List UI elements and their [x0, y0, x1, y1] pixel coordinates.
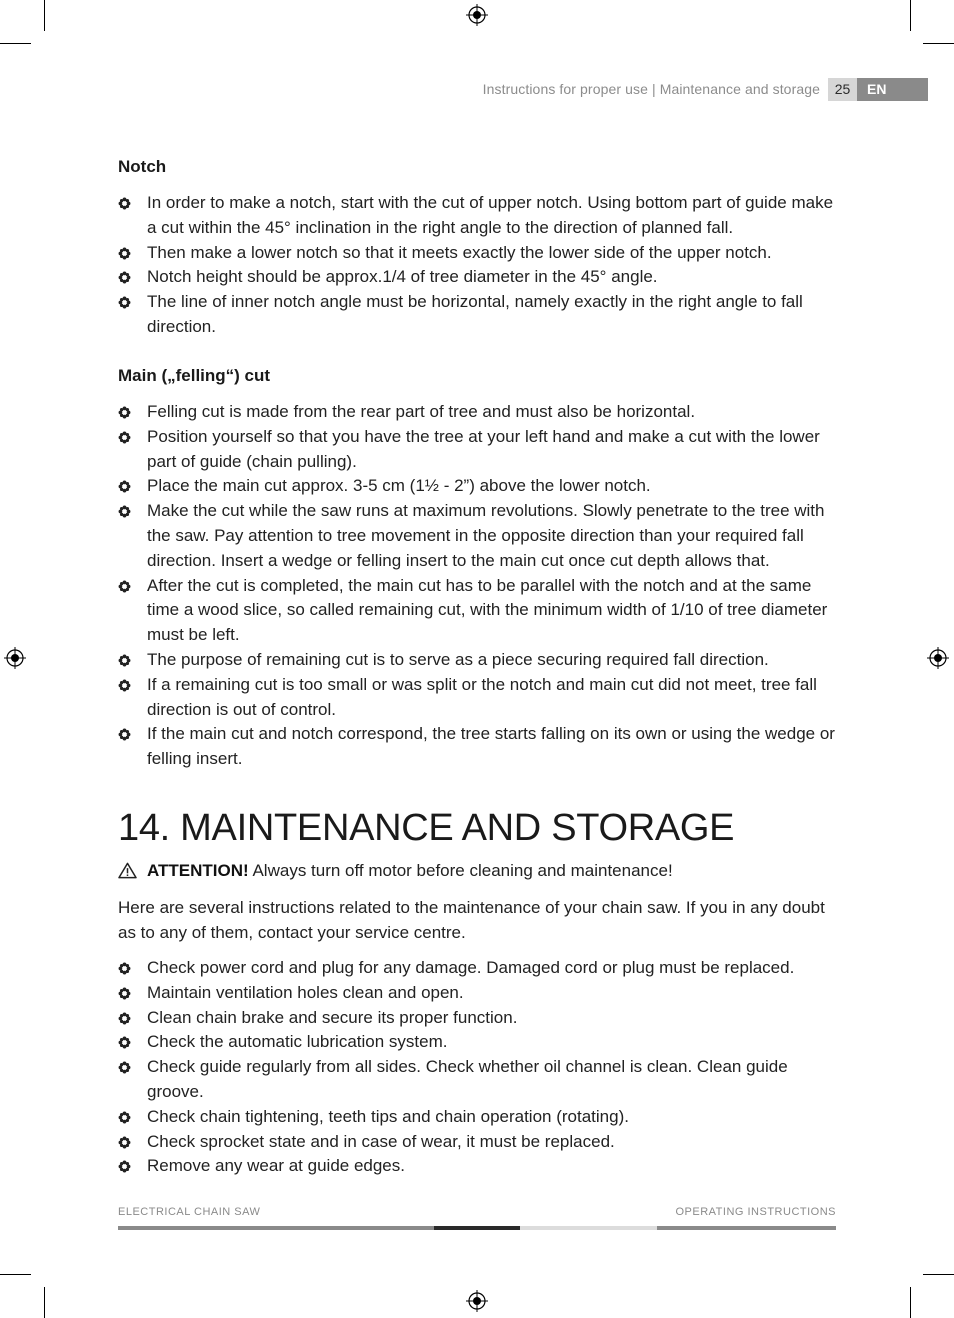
section-heading-main-cut: Main („felling“) cut — [118, 366, 271, 385]
footer-product-name: ELECTRICAL CHAIN SAW — [118, 1206, 261, 1218]
flower-bullet-icon — [118, 1136, 131, 1149]
crop-mark — [44, 0, 45, 31]
flower-bullet-icon — [118, 271, 131, 284]
language-tab: EN — [857, 78, 928, 101]
footer-rule — [657, 1226, 836, 1230]
list-item: The line of inner notch angle must be horizontal, namely exactly in the right angle to fall direction. — [118, 290, 840, 340]
flower-bullet-icon — [118, 197, 131, 210]
registration-mark-icon — [4, 647, 26, 669]
list-item: Place the main cut approx. 3-5 cm (1½ - 2”) above the lower notch. — [118, 474, 840, 499]
main-cut-section — [118, 364, 840, 772]
list-item: After the cut is completed, the main cut has to be parallel with the notch and at the same time a wood slice, so called remaining cut, with the minimum width of 1/10 of tree diameter must be left. — [118, 574, 840, 648]
footer-rule — [434, 1226, 520, 1230]
list-item: Make the cut while the saw runs at maximum revolutions. Slowly penetrate to the tree with the saw. Pay attention to tree movement in the opposite direction than your required fall direction. Insert a wedge or felling insert to the main cut once cut depth allows that. — [118, 499, 840, 573]
list-item: Check the automatic lubrication system. — [118, 1030, 840, 1055]
notch-section — [118, 155, 840, 340]
list-item: Check power cord and plug for any damage. Damaged cord or plug must be replaced. — [118, 956, 840, 981]
attention-label: ATTENTION! — [147, 861, 249, 880]
maintenance-list — [118, 956, 840, 1179]
flower-bullet-icon — [118, 962, 131, 975]
footer-document-type: OPERATING INSTRUCTIONS — [675, 1206, 836, 1218]
attention-notice — [118, 858, 840, 883]
flower-bullet-icon — [118, 654, 131, 667]
attention-text: Always turn off motor before cleaning and maintenance! — [252, 861, 673, 880]
page-title: 14. MAINTENANCE AND STORAGE — [118, 807, 735, 849]
list-item: Felling cut is made from the rear part of tree and must also be horizontal. — [118, 400, 840, 425]
footer-rule — [118, 1226, 434, 1230]
footer-rule — [520, 1226, 657, 1230]
list-item: If the main cut and notch correspond, the tree starts falling on its own or using the wedge or felling insert. — [118, 722, 840, 772]
list-item: In order to make a notch, start with the cut of upper notch. Using bottom part of guide make a cut within the 45° inclination in the right angle to the direction of planned fall. — [118, 191, 840, 241]
flower-bullet-icon — [118, 987, 131, 1000]
notch-list — [118, 191, 840, 340]
list-item: If a remaining cut is too small or was split or the notch and main cut did not meet, tree fall direction is out of control. — [118, 673, 840, 723]
list-item: Then make a lower notch so that it meets exactly the lower side of the upper notch. — [118, 241, 840, 266]
registration-mark-icon — [466, 1290, 488, 1312]
flower-bullet-icon — [118, 505, 131, 518]
list-item: Position yourself so that you have the tree at your left hand and make a cut with the lower part of guide (chain pulling). — [118, 425, 840, 475]
section-heading-notch: Notch — [118, 157, 167, 176]
running-header: Instructions for proper use | Maintenance and storage — [482, 81, 820, 97]
crop-mark — [923, 43, 954, 44]
flower-bullet-icon — [118, 480, 131, 493]
registration-mark-icon — [927, 647, 949, 669]
maintenance-section — [118, 806, 840, 1179]
warning-triangle-icon — [118, 862, 137, 879]
crop-mark — [0, 1274, 31, 1275]
flower-bullet-icon — [118, 1061, 131, 1074]
flower-bullet-icon — [118, 247, 131, 260]
flower-bullet-icon — [118, 1036, 131, 1049]
flower-bullet-icon — [118, 296, 131, 309]
list-item: Check guide regularly from all sides. Check whether oil channel is clean. Clean guide groove. — [118, 1055, 840, 1105]
list-item: Remove any wear at guide edges. — [118, 1154, 840, 1179]
flower-bullet-icon — [118, 1160, 131, 1173]
flower-bullet-icon — [118, 580, 131, 593]
flower-bullet-icon — [118, 431, 131, 444]
main-cut-list — [118, 400, 840, 772]
list-item: Check sprocket state and in case of wear, it must be replaced. — [118, 1130, 840, 1155]
intro-paragraph: Here are several instructions related to the maintenance of your chain saw. If you in any doubt as to any of them, contact your service centre. — [118, 898, 825, 942]
list-item: Check chain tightening, teeth tips and chain operation (rotating). — [118, 1105, 840, 1130]
list-item: Maintain ventilation holes clean and open. — [118, 981, 840, 1006]
registration-mark-icon — [466, 4, 488, 26]
list-item: The purpose of remaining cut is to serve as a piece securing required fall direction. — [118, 648, 840, 673]
list-item: Clean chain brake and secure its proper function. — [118, 1006, 840, 1031]
crop-mark — [0, 43, 31, 44]
crop-mark — [44, 1287, 45, 1318]
crop-mark — [910, 0, 911, 31]
crop-mark — [923, 1274, 954, 1275]
crop-mark — [910, 1287, 911, 1318]
flower-bullet-icon — [118, 406, 131, 419]
list-item: Notch height should be approx.1/4 of tree diameter in the 45° angle. — [118, 265, 840, 290]
flower-bullet-icon — [118, 728, 131, 741]
flower-bullet-icon — [118, 1111, 131, 1124]
flower-bullet-icon — [118, 1012, 131, 1025]
flower-bullet-icon — [118, 679, 131, 692]
page-number: 25 — [828, 78, 857, 101]
